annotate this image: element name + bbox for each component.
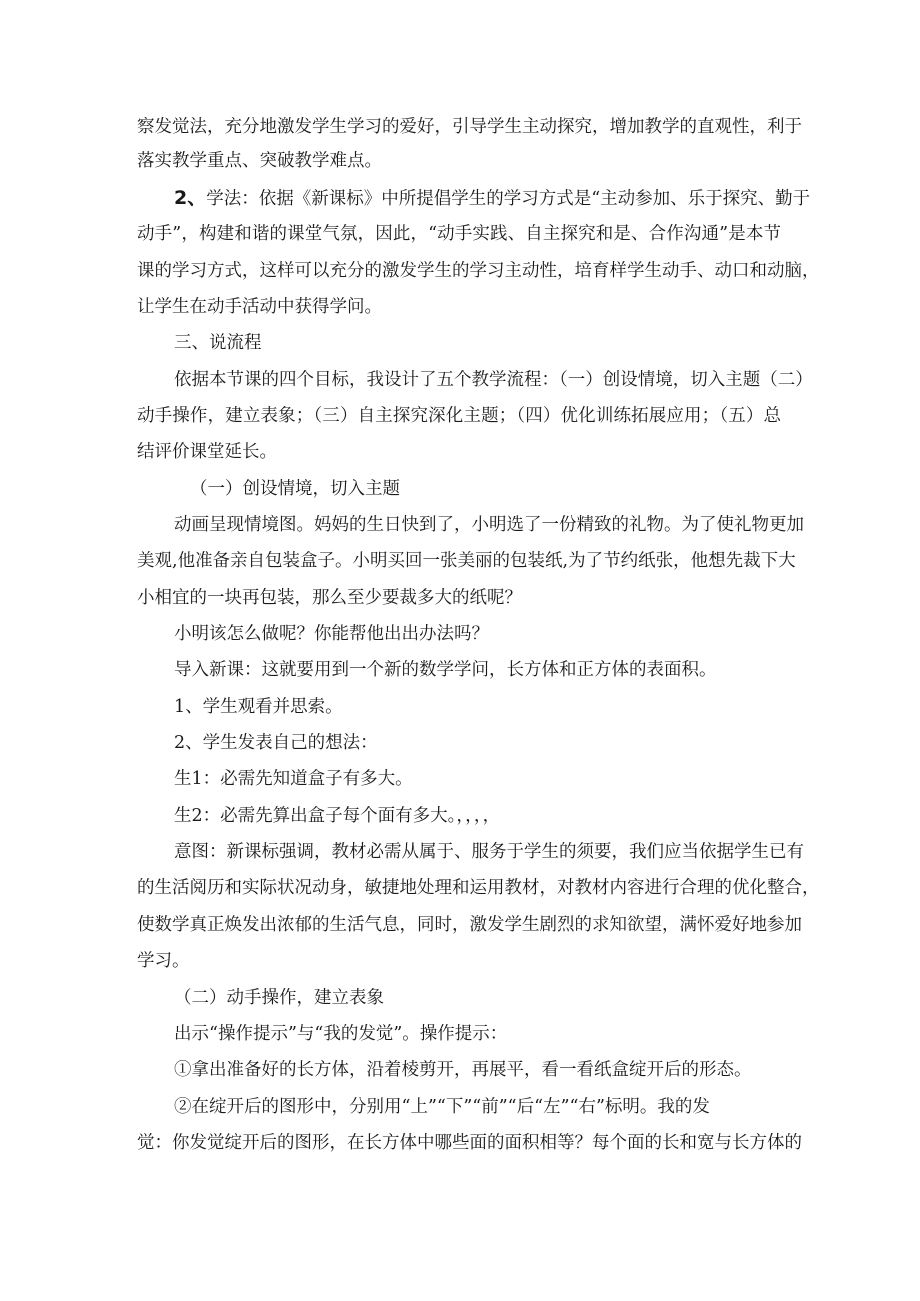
paragraph-line: 的生活阅历和实际状况动身，敏捷地处理和运用教材，对教材内容进行合理的优化整合， <box>137 878 820 898</box>
paragraph-line: 动手操作，建立表象；（三）自主探究深化主题；（四）优化训练拓展应用；（五）总 <box>137 406 781 426</box>
subsection-heading: （二）动手操作，建立表象 <box>174 988 384 1008</box>
paragraph-line: 动手”，构建和谐的课堂气氛，因此，“动手实践、自主探究和是、合作沟通”是本节 <box>137 224 781 244</box>
paragraph-line: 2、学生发表自己的想法： <box>174 733 378 753</box>
paragraph-line: 落实教学重点、突破教学难点。 <box>137 151 382 171</box>
section-heading: 三、说流程 <box>174 333 262 353</box>
paragraph-line: 小相宜的一块再包装，那么至少要裁多大的纸呢？ <box>137 588 522 608</box>
paragraph-line: 动画呈现情境图。妈妈的生日快到了，小明选了一份精致的礼物。为了使礼物更加 <box>174 515 804 535</box>
paragraph-line: 出示“操作提示”与“我的发觉”。操作提示： <box>174 1024 508 1044</box>
subsection-heading: （一）创设情境，切入主题 <box>190 479 400 499</box>
paragraph-line: 让学生在动手活动中获得学问。 <box>137 297 382 317</box>
paragraph-line: 美观,他准备亲自包装盒子。小明买回一张美丽的包装纸,为了节约纸张，他想先裁下大 <box>137 551 796 571</box>
paragraph-line-numbered <box>174 186 810 211</box>
paragraph-line: 察发觉法，充分地激发学生学习的爱好，引导学生主动探究，增加教学的直观性，利于 <box>137 117 802 137</box>
paragraph-line: 觉：你发觉绽开后的图形，在长方体中哪些面的面积相等？每个面的长和宽与长方体的 <box>137 1133 802 1153</box>
paragraph-line: ①拿出准备好的长方体，沿着棱剪开，再展平，看一看纸盒绽开后的形态。 <box>174 1060 752 1080</box>
paragraph-line: 生2：必需先算出盒子每个面有多大。，，，， <box>174 806 501 826</box>
paragraph-line: 结评价课堂延长。 <box>137 442 277 462</box>
paragraph-line: ②在绽开后的图形中，分别用“上”“下”“前”“后“左”“右”标明。我的发 <box>174 1097 710 1117</box>
paragraph-line: 生1：必需先知道盒子有多大。 <box>174 769 413 789</box>
paragraph-line: 1、学生观看并思索。 <box>174 697 343 717</box>
paragraph-line: 依据本节课的四个目标，我设计了五个教学流程：（一）创设情境，切入主题（二） <box>174 370 813 390</box>
paragraph-line: 小明该怎么做呢？你能帮他出出办法吗？ <box>174 624 489 644</box>
paragraph-text: 学法：依据《新课标》中所提倡学生的学习方式是“主动参加、乐于探究、勤于 <box>206 189 811 209</box>
paragraph-line: 导入新课：这就要用到一个新的数学学问，长方体和正方体的表面积。 <box>174 660 717 680</box>
section-number: 2、 <box>174 187 207 209</box>
paragraph-line: 意图：新课标强调，教材必需从属于、服务于学生的须要，我们应当依据学生已有 <box>174 842 804 862</box>
paragraph-line: 课的学习方式，这样可以充分的激发学生的学习主动性，培育样学生动手、动口和动脑， <box>137 261 820 281</box>
paragraph-line: 学习。 <box>137 951 190 971</box>
paragraph-line: 使数学真正焕发出浓郁的生活气息，同时，激发学生剧烈的求知欲望，满怀爱好地参加 <box>137 915 802 935</box>
